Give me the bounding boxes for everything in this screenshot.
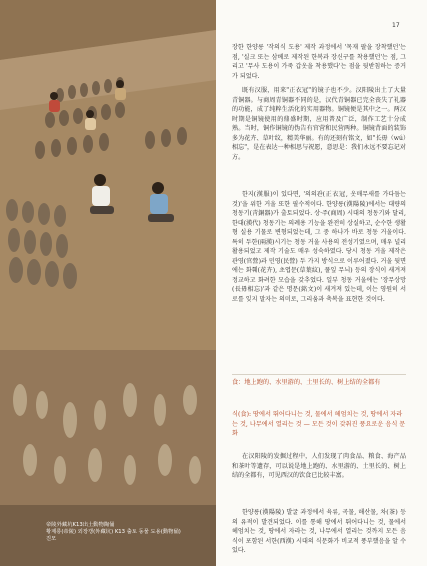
caption-line: 진모: [46, 536, 57, 543]
paragraph: 한양릉(漢陽陵) 발굴 과정에서 육류, 곡물, 해산물, 차(茶) 등의 유적이 발견되었다. 이를 통해 땅에서 뛰어다니는 것, 물에서 헤엄치는 것, 땅에서 자라는 것, 나무에서 열리는 것까지 모든 음식이 포함된 서한(西漢) 시대의 식문화가 비교적 풍부했음을 알 수 있다.: [232, 509, 406, 554]
paragraph: 장한 한양릉 '작의식 도용' 제작 과정에서 '목재 팔을 장착했던'는 점, '실크 또는 삼베로 제작된 한복과 장신구를 착용했던'는 점, 그리고 '무사 도용이 가죽 갑옷을 착용했다'는 점을 뒷받침하는 증거가 되었다.: [232, 44, 406, 80]
section-heading-zh: 食：地上跑的、水里游的、土里长的、树上结的全都有: [232, 379, 381, 386]
paragraph: 在汉阳陵的发掘过程中，人们发现了肉食品、粮食、海产品和茶叶等遗存，可以说是地上跑的、水里游的、土里长的、树上结的全都有，可见西汉的饮食已比较丰富。: [232, 453, 406, 479]
section-heading-ko: 식(食): 땅에서 뛰어다니는 것, 물에서 헤엄치는 것, 땅에서 자라는 것, 나무에서 열리는 것 — 모든 것이 갖춰진 풍요로운 음식 문화: [232, 411, 406, 437]
paragraph: 한지(漢服)이 있다면, '의의관(正衣冠, 옷매무새를 가다듬는 것)'을 위한 거울 또한 필수적이다. 한양릉(漢陽陵)에서는 대량의 청동기(靑銅器)가 출토되었다. 상·주(商周) 시대의 청동기와 달리, 한대(漢代) 청동기는 의례용 기능을 완전히 상실하고, 순수한 생활형 실용 기물로 변형되었는데, 그 중 하나가 바로 청동 거울이다. 특히 두한(兩漢)시기는 청동 거울 사용의 전성기였으며, 매우 널리 활용되었고 제작 기술도 매우 성숙하였다. 당시 청동 거울 제작은 관영(官營)과 민영(民營) 두 가지 방식으로 이루어졌다. 거울 뒷면에는 화훼(花卉), 초엽문(草葉紋), 풀잎 무늬) 등의 장식이 새겨져 정교하고 화려한 모습을 갖추었다. 일부 청동 거울에는 '장무상망(長毋相忘)'과 같은 명문(銘文)이 새겨져 있는데, 이는 영원히 서로를 잊지 말자는 의미로, 그리움과 축복을 표현한 것이다.: [232, 191, 406, 303]
divider: [232, 374, 406, 375]
photo-caption: [46, 522, 216, 544]
caption-line: 帝陵外藏坑K13出土動物陶俑: [46, 522, 115, 528]
caption-line: 황제릉(帝陵) 외장갱(外藏坑) K13 출토 동물 도용(動物俑): [46, 529, 181, 536]
page-number: 17: [392, 22, 400, 29]
paragraph: 既有汉服，用来"正衣冠"的镜子也不少。汉阳陵出土了大量青铜器。与商周青铜器不同的是，汉代青铜器已完全丧失了礼器的功能，成了纯粹生活化的实用器物。铜镜便是其中之一。两汉时期是铜镜使用的鼎盛时期，应用普及广泛，制作工艺十分成熟。当时，铜作铜镜的伪告有官营和民营两种。铜镜背面的装饰多为花卉、草叶纹，精美华丽。有的还刻有铭文，如"长毋（wú）相忘"，是在表达一种相思与祝愿，意思是：我们永远不要忘记对方。: [232, 87, 406, 161]
